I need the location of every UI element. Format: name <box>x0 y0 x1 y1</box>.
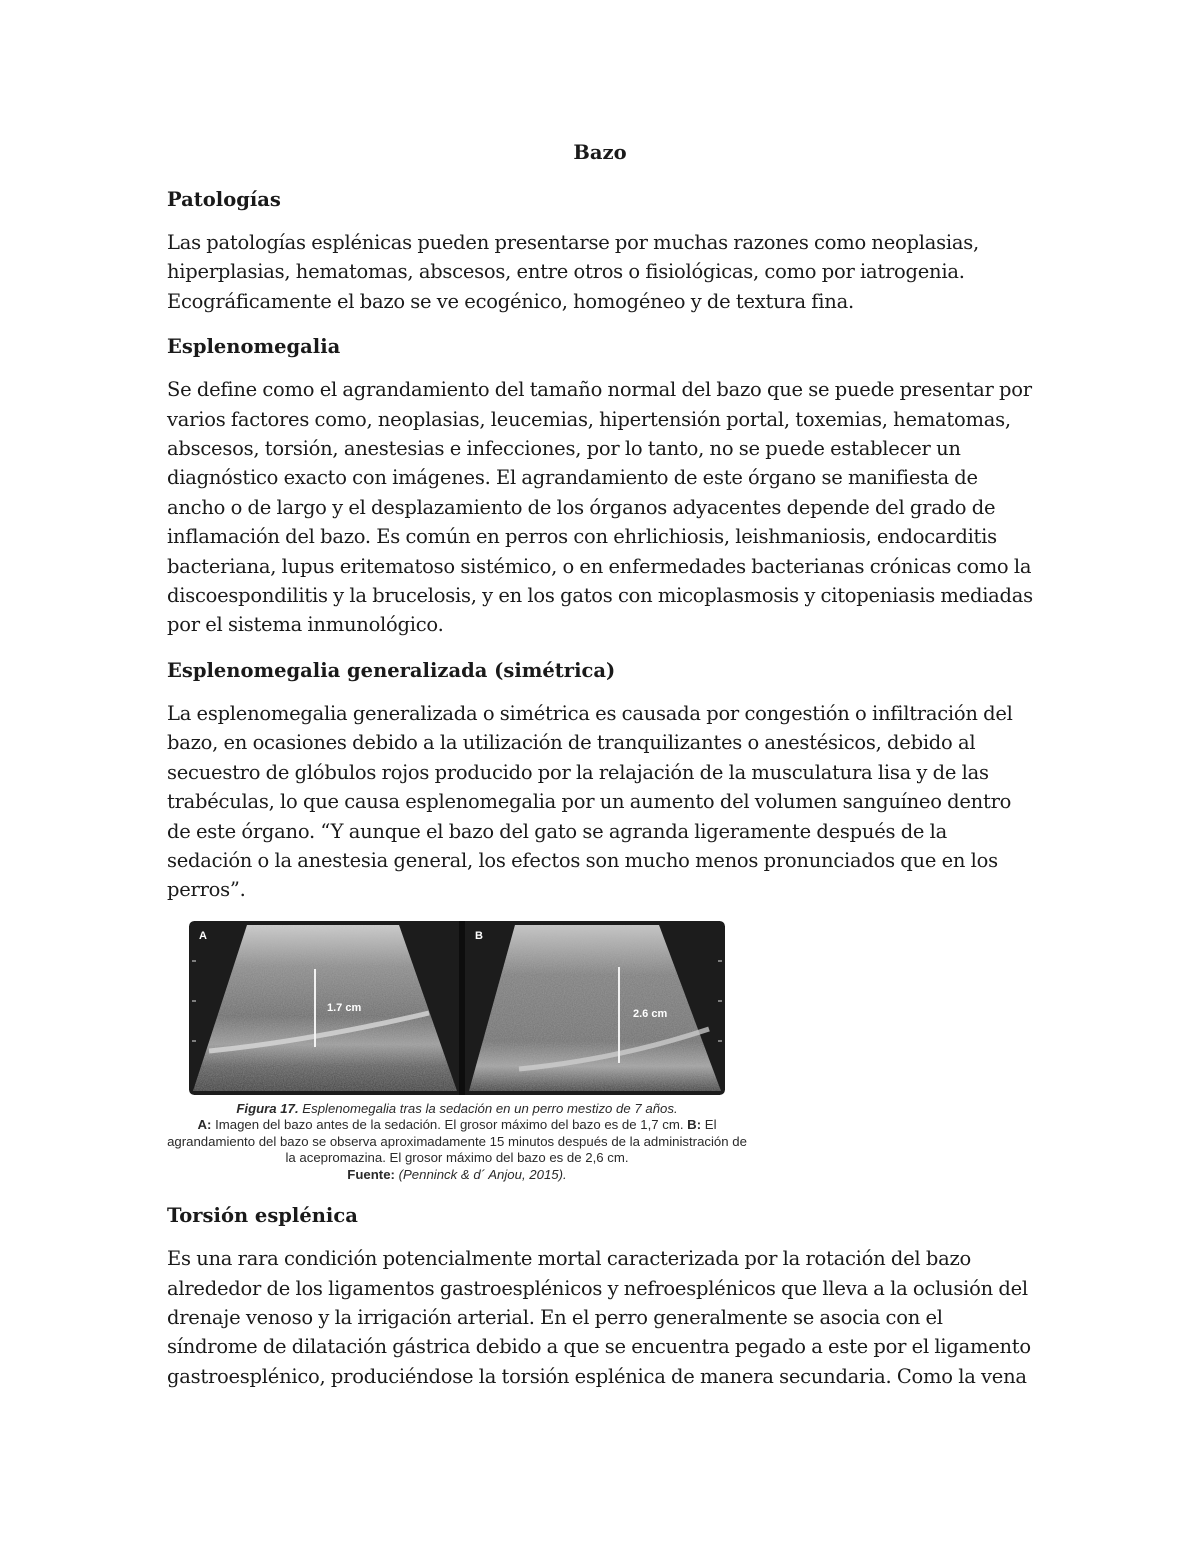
figure-caption <box>167 1101 747 1184</box>
section-body-torsion-esplenica: Es una rara condición potencialmente mortal caracterizada por la rotación del bazo alrededor de los ligamentos gastroesplénicos y nefroesplénicos que lleva a la oclusión del drenaje venoso y la irrigación arterial. En el perro generalmente se asocia con el síndrome de dilatación gástrica debido a que se encuentra pegado a este por el ligamento gastroesplénico, produciéndose la torsión esplénica de manera secundaria. Como la vena <box>167 1247 1031 1388</box>
figure-ultrasound <box>167 921 747 1184</box>
section-heading-torsion-esplenica: Torsión esplénica <box>167 1204 358 1228</box>
caption-a-text: Imagen del bazo antes de la sedación. El grosor máximo del bazo es de 1,7 cm. <box>211 1117 684 1133</box>
section-body-patologias: Las patologías esplénicas pueden presentarse por muchas razones como neoplasias, hiperplasias, hematomas, abscesos, entre otros o fisiológicas, como por iatrogenia. Ecográficamente el bazo se ve ecogénico, homogéneo y de textura fina. <box>167 231 979 313</box>
section-body-esplenomegalia-generalizada: La esplenomegalia generalizada o simétrica es causada por congestión o infiltración del bazo, en ocasiones debido a la utilización de tranquilizantes o anestésicos, debido al secuestro de glóbulos rojos producido por la relajación de la musculatura lisa y de las trabéculas, lo que causa esplenomegalia por un aumento del volumen sanguíneo dentro de este órgano. “Y aunque el bazo del gato se agranda ligeramente después de la sedación o la anestesia general, los efectos son mucho menos pronunciados que en los perros”. <box>167 701 1013 902</box>
ultrasound-image <box>189 921 725 1095</box>
panel-a-measure: 1.7 cm <box>327 1001 362 1014</box>
document-title: Bazo <box>573 141 627 164</box>
panel-b-letter: B <box>475 929 483 942</box>
panel-a-letter: A <box>199 929 207 942</box>
caption-a-label: A: <box>197 1117 212 1133</box>
section-body-esplenomegalia: Se define como el agrandamiento del tamaño normal del bazo que se puede presentar por varios factores como, neoplasias, leucemias, hipertensión portal, toxemias, hematomas, abscesos, torsión, anestesias e infecciones, por lo tanto, no se puede establecer un diagnóstico exacto con imágenes. El agrandamiento de este órgano se manifiesta de ancho o de largo y el desplazamiento de los órganos adyacentes depende del grado de inflamación del bazo. Es común en perros con ehrlichiosis, leishmaniosis, endocarditis bacteriana, lupus eritematoso sistémico, o en enfermedades bacterianas crónicas como la discoespondilitis y la brucelosis, y en los gatos con micoplasmosis y citopeniasis mediadas por el sistema inmunológico. <box>167 378 1033 637</box>
caption-b-text: El agrandamiento del bazo se observa aproximadamente 15 minutos después de la administración de la acepromazina. El grosor máximo del bazo es de 2,6 cm. <box>167 1117 747 1166</box>
section-heading-patologias: Patologías <box>167 188 281 211</box>
section-heading-esplenomegalia-generalizada: Esplenomegalia generalizada (simétrica) <box>167 658 616 682</box>
caption-source-text: (Penninck & d´ Anjou, 2015). <box>394 1166 567 1182</box>
caption-title: Esplenomegalia tras la sedación en un perro mestizo de 7 años. <box>298 1100 678 1116</box>
caption-b-label: B: <box>683 1117 702 1133</box>
section-heading-esplenomegalia: Esplenomegalia <box>167 335 341 359</box>
document-page <box>167 138 1033 1407</box>
caption-label: Figura 17. <box>236 1100 299 1116</box>
caption-source-label: Fuente: <box>347 1166 395 1182</box>
panel-b-measure: 2.6 cm <box>633 1007 668 1020</box>
